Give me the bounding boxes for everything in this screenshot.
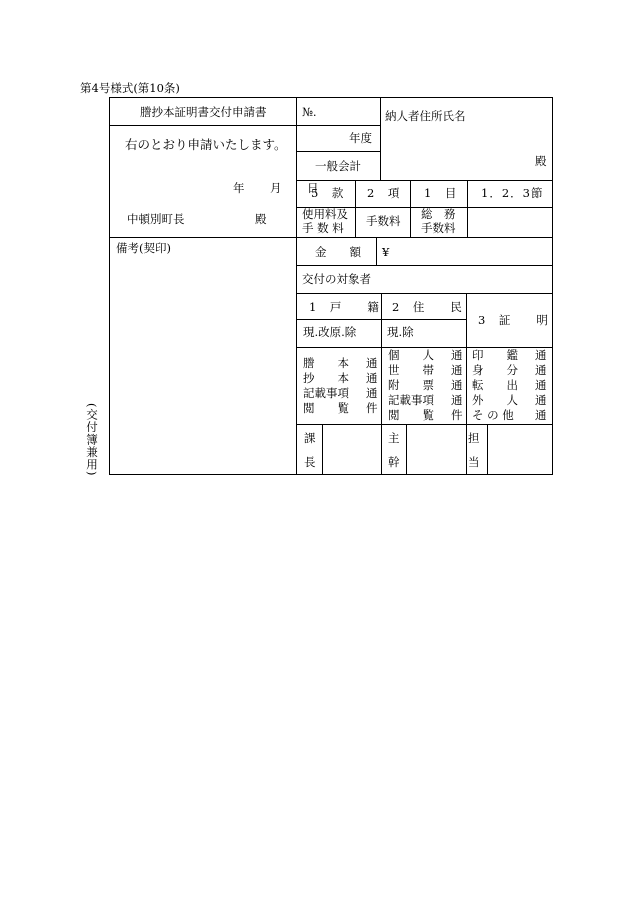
jumin-etsuran: 閲 覧: [388, 408, 434, 422]
unit-label: 件: [451, 408, 463, 422]
remarks-label: 備考(契印): [116, 241, 171, 255]
usage-fee-line1: 使用料及: [302, 207, 348, 221]
target-label: 交付の対象者: [302, 272, 371, 286]
koseki-head: 1 戸 籍: [309, 300, 380, 314]
unit-label: 通: [451, 348, 463, 362]
koseki-sub: 現.改原.除: [303, 325, 357, 339]
stamp-tantou-2: 当: [468, 455, 480, 469]
stamp-shukan-2: 幹: [388, 455, 400, 469]
koseki-touhon: 謄 本: [303, 356, 349, 370]
shomei-head: 3 証 明: [478, 313, 549, 327]
addressee-honorific: 殿: [255, 212, 267, 226]
stamp-tantou-1: 担: [468, 431, 480, 445]
form-number: 第4号様式(第10条): [80, 81, 180, 95]
shomei-mibun: 身 分: [472, 363, 518, 377]
stamp-kachou-1: 課: [304, 431, 316, 445]
budget-kan: 5 款: [311, 186, 345, 200]
fee-label: 手数料: [366, 214, 401, 228]
fiscal-year: 年度: [349, 131, 372, 145]
recipient-honorific: 殿: [535, 154, 547, 168]
shomei-sonota: そ の 他: [472, 408, 514, 422]
koseki-etsuran: 閲 覧: [303, 401, 349, 415]
unit-label: 通: [535, 348, 547, 362]
somu-line2: 手数料: [421, 221, 456, 235]
stamp-shukan-1: 主: [388, 431, 400, 445]
unit-label: 通: [535, 393, 547, 407]
request-text: 右のとおり申請いたします。: [125, 137, 287, 152]
stamp-kachou-2: 長: [304, 455, 316, 469]
budget-moku: 1 目: [424, 186, 458, 200]
unit-label: 通: [535, 378, 547, 392]
budget-setsu: 1．2．3節: [481, 186, 544, 200]
no-label: №.: [302, 105, 317, 119]
side-note: (交付簿兼用): [85, 403, 99, 477]
jumin-fuhyo: 附 票: [388, 378, 434, 392]
amount-label: 金 額: [315, 245, 361, 259]
unit-label: 通: [451, 363, 463, 377]
yen-symbol: ¥: [382, 245, 390, 259]
jumin-sub: 現.除: [387, 325, 414, 339]
unit-label: 通: [535, 363, 547, 377]
jumin-setai: 世 帯: [388, 363, 434, 377]
koseki-shouhon: 抄 本: [303, 371, 349, 385]
unit-label: 通: [366, 356, 378, 370]
general-account: 一般会計: [315, 159, 361, 173]
usage-fee-line2: 手 数 料: [302, 221, 344, 235]
budget-kou: 2 項: [367, 186, 401, 200]
application-title: 謄抄本証明書交付申請書: [140, 105, 267, 119]
unit-label: 通: [451, 378, 463, 392]
unit-label: 件: [366, 401, 378, 415]
jumin-kisai: 記載事項: [388, 393, 434, 407]
date-line: 年 月 日: [233, 181, 326, 195]
unit-label: 通: [535, 408, 547, 422]
unit-label: 通: [366, 371, 378, 385]
shomei-tenshutsu: 転 出: [472, 378, 518, 392]
jumin-kojin: 個 人: [388, 348, 434, 362]
jumin-head: 2 住 民: [392, 300, 463, 314]
shomei-inkan: 印 鑑: [472, 348, 518, 362]
koseki-kisai: 記載事項: [303, 386, 349, 400]
recipient-label: 納人者住所氏名: [385, 109, 466, 123]
shomei-gaijin: 外 人: [472, 393, 518, 407]
addressee: 中頓別町長: [127, 212, 185, 226]
somu-line1: 総 務: [421, 207, 456, 221]
unit-label: 通: [366, 386, 378, 400]
unit-label: 通: [451, 393, 463, 407]
